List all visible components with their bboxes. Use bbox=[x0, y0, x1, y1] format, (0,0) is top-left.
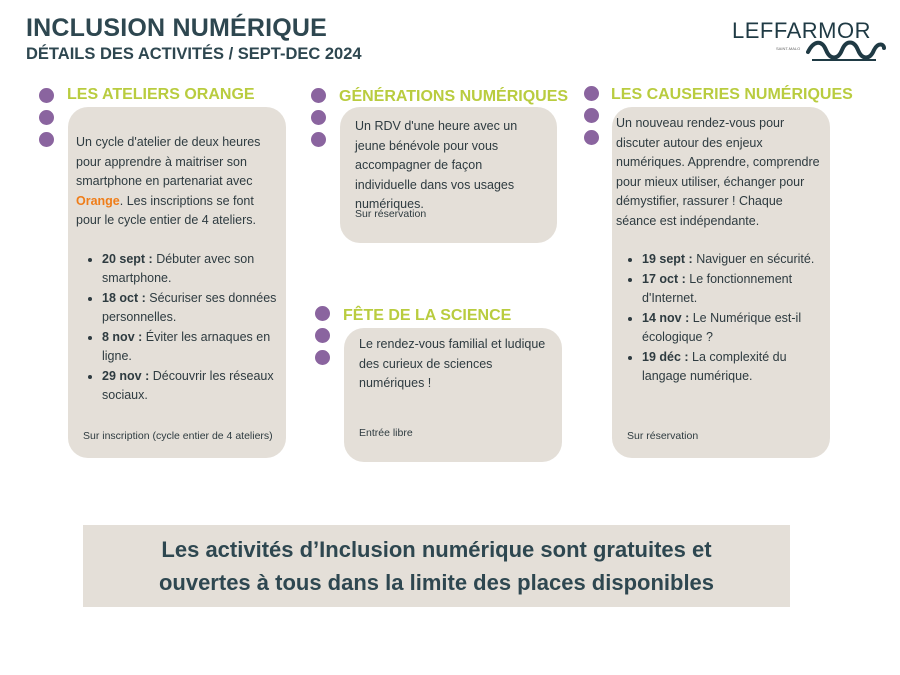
leffarmor-logo bbox=[718, 8, 894, 68]
bullet-dot bbox=[39, 132, 54, 147]
bullet-dot bbox=[584, 130, 599, 145]
fete-note: Entrée libre bbox=[359, 427, 413, 439]
item-text: Débuter avec son smartphone. bbox=[102, 251, 255, 285]
item-date: 17 oct : bbox=[642, 271, 686, 286]
page-title: INCLUSION NUMÉRIQUE bbox=[26, 14, 328, 42]
item-text: Éviter les arnaques en ligne. bbox=[102, 329, 271, 363]
bullet-group-fete bbox=[315, 306, 330, 372]
ateliers-intro bbox=[76, 133, 278, 231]
item-date: 20 sept : bbox=[102, 251, 153, 266]
causeries-note: Sur réservation bbox=[627, 430, 699, 442]
item-text: Naviguer en sécurité. bbox=[692, 252, 815, 266]
orange-highlight: Orange bbox=[76, 193, 120, 208]
logo-wordmark: LEFFARMOR bbox=[732, 18, 871, 43]
bullet-dot bbox=[315, 350, 330, 365]
item-date: 14 nov : bbox=[642, 310, 690, 325]
item-date: 19 sept : bbox=[642, 252, 693, 266]
bullet-dot bbox=[584, 86, 599, 101]
list-item bbox=[102, 328, 278, 367]
ateliers-list bbox=[76, 250, 278, 406]
bullet-dot bbox=[39, 110, 54, 125]
footer-line-1: Les activités d’Inclusion numérique sont gratuites et bbox=[161, 537, 712, 562]
footer-text bbox=[159, 533, 714, 599]
list-item bbox=[642, 309, 822, 348]
card-fete bbox=[344, 328, 562, 462]
bullet-dot bbox=[39, 88, 54, 103]
item-text: Découvrir les réseaux sociaux. bbox=[102, 368, 274, 402]
item-date: 19 déc : bbox=[642, 349, 689, 364]
bullet-dot bbox=[584, 108, 599, 123]
card-generations bbox=[340, 107, 557, 243]
item-text: Sécuriser ses données personnelles. bbox=[102, 290, 277, 324]
list-item bbox=[642, 348, 822, 387]
item-text: Le fonctionnement d'Internet. bbox=[642, 271, 793, 305]
item-date: 18 oct : bbox=[102, 290, 146, 305]
ateliers-intro-end: . Les inscriptions se font pour le cycle entier de 4 ateliers. bbox=[76, 193, 256, 227]
section-title-ateliers: LES ATELIERS ORANGE bbox=[67, 86, 255, 103]
section-title-fete: FÊTE DE LA SCIENCE bbox=[343, 307, 512, 324]
ateliers-note: Sur inscription (cycle entier de 4 ateliers) bbox=[83, 430, 273, 442]
item-text: Le Numérique est-il écologique ? bbox=[642, 310, 802, 344]
item-text: La complexité du langage numérique. bbox=[642, 349, 787, 383]
generations-note: Sur réservation bbox=[355, 208, 427, 220]
footer-banner bbox=[83, 525, 790, 607]
section-title-generations: GÉNÉRATIONS NUMÉRIQUES bbox=[339, 88, 569, 105]
ateliers-intro-text: Un cycle d'atelier de deux heures pour apprendre à maitriser son smartphone en partenariat avec bbox=[76, 135, 261, 188]
section-title-causeries: LES CAUSERIES NUMÉRIQUES bbox=[611, 86, 853, 103]
card-causeries bbox=[612, 107, 830, 458]
bullet-dot bbox=[315, 306, 330, 321]
list-item bbox=[102, 250, 278, 289]
bullet-group-generations bbox=[311, 88, 326, 154]
causeries-intro: Un nouveau rendez-vous pour discuter autour des enjeux numériques. Apprendre, comprendre pour mieux utiliser, échanger pour démystifier, rassurer ! Chaque séance est indépendante. bbox=[616, 116, 820, 228]
fete-text: Le rendez-vous familial et ludique des curieux de sciences numériques ! bbox=[359, 337, 546, 390]
bullet-dot bbox=[311, 132, 326, 147]
list-item bbox=[642, 250, 822, 270]
bullet-dot bbox=[315, 328, 330, 343]
causeries-list bbox=[616, 250, 822, 387]
bullet-group-ateliers bbox=[39, 88, 54, 154]
card-ateliers bbox=[68, 107, 286, 458]
item-date: 29 nov : bbox=[102, 368, 150, 383]
wave-icon bbox=[806, 38, 886, 64]
list-item bbox=[102, 289, 278, 328]
list-item bbox=[642, 270, 822, 309]
page-subtitle: DÉTAILS DES ACTIVITÉS / SEPT-DEC 2024 bbox=[26, 45, 362, 63]
footer-line-2: ouvertes à tous dans la limite des places disponibles bbox=[158, 570, 715, 595]
generations-text: Un RDV d'une heure avec un jeune bénévole pour vous accompagner de façon individuelle dans vos usages numériques. bbox=[355, 119, 518, 211]
logo-tagline: SAINT-MALO bbox=[776, 46, 801, 51]
bullet-dot bbox=[311, 88, 326, 103]
list-item bbox=[102, 367, 278, 406]
bullet-dot bbox=[311, 110, 326, 125]
bullet-group-causeries bbox=[584, 86, 599, 152]
item-date: 8 nov : bbox=[102, 329, 143, 344]
